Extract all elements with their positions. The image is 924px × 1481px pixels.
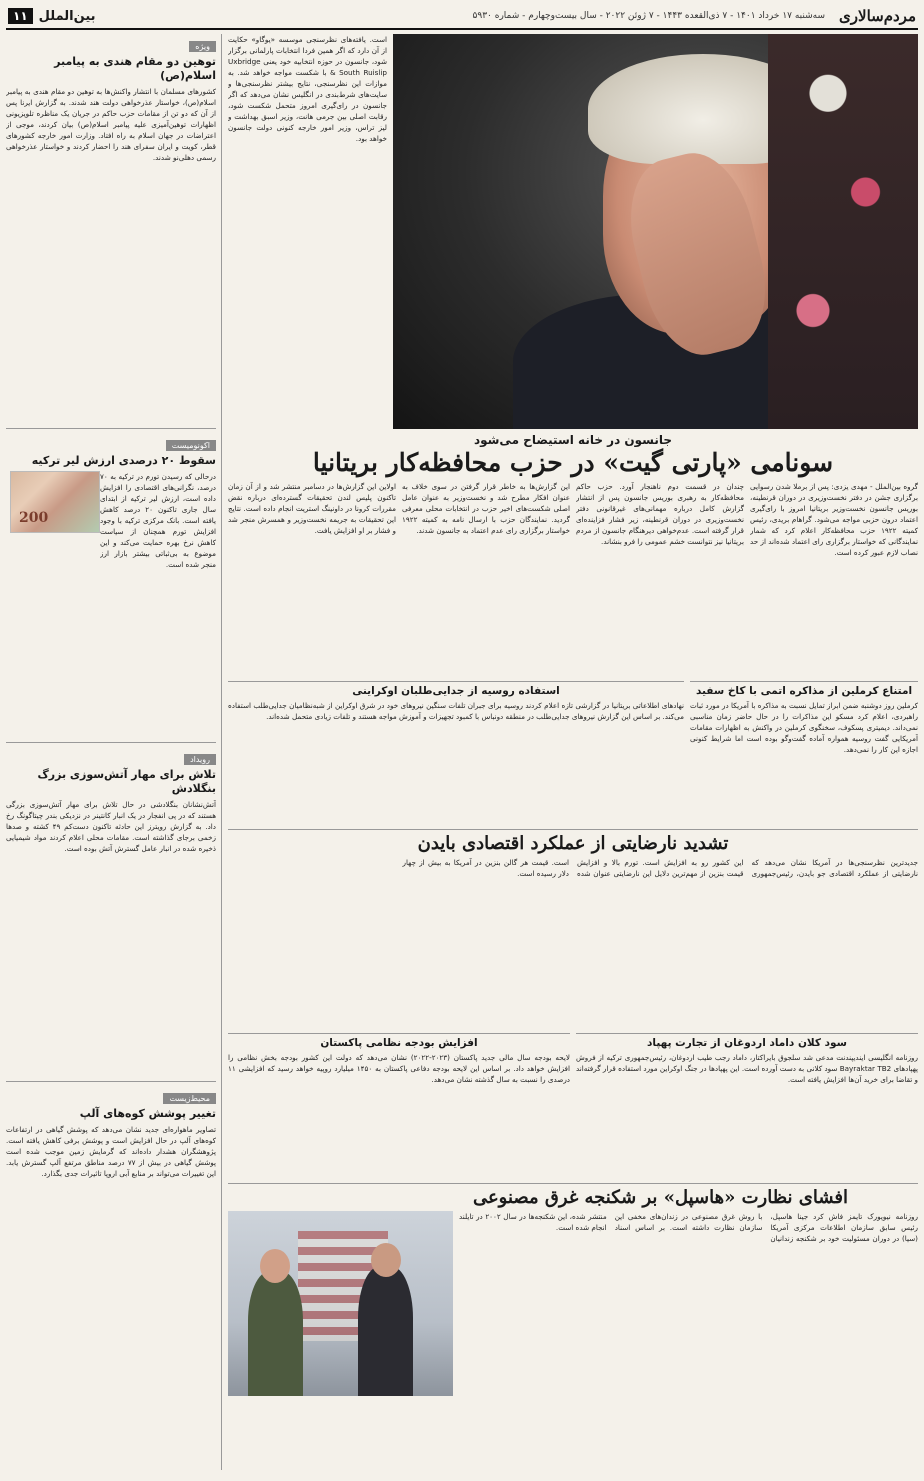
lead-headline-block — [228, 429, 918, 481]
banknote-photo — [10, 471, 100, 533]
photo-head — [260, 1249, 290, 1283]
lead-side-column: است. یافته‌های نظرسنجی موسسه «یوگاو» حکایت از آن دارد که اگر همین فردا انتخابات پارلمانی برگزار شود، جانسون در حوزه انتخابیه خود یعنی Uxbridge & South Ruislip با شکست مواجه خواهد شد. به موازات این نظرسنجی، نتایج بیشتر نظرسنجی‌ها و سایت‌های شرط‌بندی در انگلیس نشان می‌دهد که اگر جانسون در رای‌گیری امروز متحمل شکست شود، رقابت اصلی بین جرمی هانت، وزیر اسبق بهداشت و لیز تراس، وزیر امور خارجه کنونی دولت جانسون خواهد بود. — [228, 35, 387, 143]
page-number: ۱۱ — [8, 8, 33, 24]
sidebar-tag: ویژه — [189, 41, 216, 52]
sidebar-story-lira — [6, 433, 216, 743]
story-russia-ukraine — [228, 681, 684, 825]
news-row-2 — [228, 1029, 918, 1179]
sidebar-title: توهین دو مقام هندی به پیامبر اسلام(ص) — [54, 55, 216, 82]
story-title: تشدید نارضایتی از عملکرد اقتصادی بایدن — [417, 833, 729, 854]
sidebar-story-alps — [6, 1086, 216, 1466]
story-title: امتناع کرملین از مذاکره اتمی با کاخ سفید — [695, 685, 913, 697]
lead-column-2: چندان در قسمت دوم ناهنجار آورد. حزب حاکم محافظه‌کار به رهبری بوریس جانسون پس از انتشار گزارش کامل درباره مهمانی‌های غیرقانونی دفتر نخست‌وزیری در دوران قرنطینه، زیر فشار فزاینده‌ای قرار گرفته است. عدم‌خواهی دیرهنگام جانسون از مردم بریتانیا نیز نتوانست خشم عمومی را فرو بنشاند. — [576, 482, 744, 546]
section-header — [8, 8, 96, 24]
sidebar-story-india — [6, 34, 216, 429]
lead-kicker: جانسون در خانه استیضاح می‌شود — [473, 433, 673, 447]
sidebar-tag: رویداد — [184, 754, 216, 765]
sidebar-tag: اکونومیست — [166, 440, 216, 451]
story-body: روزنامه انگلیسی ایندیپندنت مدعی شد سلجوق بایراکتار، داماد رجب طیب اردوغان، رئیس‌جمهوری ترکیه از فروش پهپادهای Bayraktar TB2 سود کلانی به دست آورده است. این پهپادها در جنگ اوکراین مورد استفاده قرار گرفته‌اند و تقاضا برای خرید آن‌ها افزایش یافته است. — [576, 1053, 918, 1084]
main-content — [228, 34, 918, 1470]
story-body: کرملین روز دوشنبه ضمن ابراز تمایل نسبت به مذاکره با آمریکا در مورد ثبات راهبردی، اعلام کرد مسکو این مذاکرات را در حال حاضر زمان مناسبی نمی‌داند. دیمیتری پسکوف، سخنگوی کرملین در واکنش به اظهارات مقامات آمریکایی گفت روسیه همواره آماده گفت‌وگو بوده است اما شرایط کنونی اجازه این کار را نمی‌دهد. — [690, 701, 918, 754]
sidebar-title: تغییر پوشش کوه‌های آلپ — [79, 1107, 216, 1120]
haspel-photo — [228, 1211, 453, 1396]
newspaper-logo: مردم‌سالاری — [839, 7, 916, 25]
story-title: افشای نظارت «هاسپل» بر شکنجه غرق مصنوعی — [472, 1187, 848, 1208]
lead-headline: سونامی «پارتی گیت» در حزب محافظه‌کار بریتانیا — [312, 448, 834, 477]
sidebar-tag: محیط‌زیست — [163, 1093, 216, 1104]
sidebar-title: تلاش برای مهار آتش‌سوزی بزرگ بنگلادش — [37, 768, 216, 795]
sidebar-body: کشورهای مسلمان با انتشار واکنش‌ها به توهین دو مقام هندی به پیامبر اسلام(ص)، خواستار عذرخواهی دولت هند شدند. به گزارش ایرنا پس از آن که دو تن از مقامات حزب حاکم در جریان یک مناظره تلویزیونی اظهارات توهین‌آمیزی علیه پیامبر اسلام(ص) بیان کردند، موجی از اعتراضات در جهان اسلام به راه افتاد. وزارت امور خارجه کشورهای قطر، کویت و ایران سفرای هند را احضار کردند و خواستار عذرخواهی رسمی دهلی‌نو شدند. — [6, 87, 216, 162]
masthead — [6, 4, 918, 30]
photo-head — [371, 1243, 401, 1277]
story-body: نهادهای اطلاعاتی بریتانیا در گزارشی تازه اعلام کردند روسیه برای جبران تلفات سنگین نیروهای خود در شرق اوکراین از شبه‌نظامیان جدایی‌طلب استفاده می‌کند. بر اساس این گزارش نیروهای جدایی‌طلب در منطقه دونباس با کمبود تجهیزات و آموزش مواجه هستند و تلفات زیادی متحمل شده‌اند. — [228, 701, 684, 721]
story-haspel — [228, 1183, 918, 1403]
photo-person-uniform — [248, 1271, 303, 1396]
sidebar-body: درحالی که رسیدن تورم در ترکیه به ۷۰ درصد، نگرانی‌های اقتصادی را افزایش داده است، ارزش لیر ترکیه از ابتدای سال جاری تاکنون ۲۰ درصد کاهش یافته است. بانک مرکزی ترکیه با وجود افزایش تورم همچنان از سیاست کاهش نرخ بهره حمایت می‌کند و این موضوع به بی‌ثباتی بیشتر بازار ارز منجر شده است. — [100, 472, 216, 569]
date-line: سه‌شنبه ۱۷ خرداد ۱۴۰۱ - ۷ ذی‌القعده ۱۴۴۳ - ۷ ژوئن ۲۰۲۲ - سال بیست‌وچهارم - شماره ۵۹۳۰ — [472, 11, 826, 21]
sidebar-title: سقوط ۲۰ درصدی ارزش لیر ترکیه — [31, 454, 216, 467]
story-body: لایحه بودجه سال مالی جدید پاکستان (۲۰۲۳-۲۰۲۲) نشان می‌دهد که دولت این کشور بودجه بخش نظامی را افزایش خواهد داد. بر اساس این لایحه بودجه دفاعی پاکستان به ۱۴۵۰ میلیارد روپیه خواهد رسید که افزایشی ۱۱ درصدی را نسبت به سال گذشته نشان می‌دهد. — [228, 1053, 570, 1084]
story-pakistan — [228, 1033, 570, 1179]
sidebar-story-bangladesh — [6, 747, 216, 1082]
story-title: سود کلان داماد اردوغان از تجارت پهپاد — [647, 1037, 847, 1049]
photo-person-suit — [358, 1266, 413, 1396]
lead-column-3: این گزارش‌ها به خاطر قرار گرفتن در سوی خلاف به عنوان افکار مطرح شد و نخست‌وزیر به عنوان عامل اصلی شکست‌های اخیر حزب در انتخابات محلی معرفی گردید. نمایندگان حزب با ارسال نامه به کمیته ۱۹۲۲ خواستار برگزاری رای عدم اعتماد به جانسون شدند. — [402, 482, 570, 535]
story-erdogan — [576, 1033, 918, 1179]
story-biden — [228, 829, 918, 1029]
lead-column-4: اولاین این گزارش‌ها در دسامبر منتشر شد و از آن زمان تاکنون پلیس لندن تحقیقات گسترده‌ای درباره نقض مقررات کرونا در داونینگ استریت انجام داده است. نتایج این تحقیقات به جریمه نخست‌وزیر و همسرش منجر شد و فشار بر او افزایش یافت. — [228, 482, 396, 535]
lead-photo — [393, 34, 918, 429]
sidebar-body: آتش‌نشانان بنگلادشی در حال تلاش برای مهار آتش‌سوزی بزرگی هستند که در پی انفجار در یک انبار کانتینر در نزدیکی بندر چیتاگونگ رخ داد. به گزارش رویترز این حادثه تاکنون دست‌کم ۴۹ کشته و صدها زخمی برجای گذاشته است. مقامات محلی اعلام کردند مواد شیمیایی ذخیره شده در انبار عامل گسترش آتش بوده است. — [6, 800, 216, 853]
story-kremlin — [690, 681, 918, 825]
sidebar — [6, 34, 222, 1470]
story-title: استفاده روسیه از جدایی‌طلبان اوکراینی — [352, 685, 560, 697]
story-body: جدیدترین نظرسنجی‌ها در آمریکا نشان می‌دهد که نارضایتی از عملکرد اقتصادی جو بایدن، رئیس‌جمهوری این کشور رو به افزایش است. تورم بالا و افزایش قیمت بنزین از مهم‌ترین دلایل این نارضایتی عنوان شده است. قیمت هر گالن بنزین در آمریکا به بیش از چهار دلار رسیده است. — [402, 858, 918, 878]
photo-flowers — [768, 34, 918, 429]
section-name: بین‌الملل — [38, 8, 96, 24]
story-body: روزنامه نیویورک تایمز فاش کرد جینا هاسپل، رئیس سابق سازمان اطلاعات مرکزی آمریکا (سیا) در دوران مسئولیت خود بر شکنجه زندانیان با روش غرق مصنوعی در زندان‌های مخفی این سازمان نظارت داشته است. بر اساس اسناد منتشر شده، این شکنجه‌ها در سال ۲۰۰۲ در تایلند انجام شده است. — [459, 1212, 918, 1243]
story-title: افزایش بودجه نظامی پاکستان — [320, 1037, 478, 1049]
lead-body-columns — [228, 481, 918, 677]
lead-story — [228, 34, 918, 429]
news-row-1 — [228, 677, 918, 825]
banknote-label: 200 — [19, 510, 49, 526]
sidebar-body: تصاویر ماهواره‌ای جدید نشان می‌دهد که پوشش گیاهی در ارتفاعات کوه‌های آلپ در حال افزایش است و پوشش برفی کاهش یافته است. پژوهشگران هشدار داده‌اند که گرمایش زمین موجب شده است پوشش گیاهی در بیش از ۷۷ درصد مناطق مرتفع آلپ گسترش یابد. این تغییرات می‌تواند بر منابع آبی اروپا تاثیرات جدی بگذارد. — [6, 1125, 216, 1178]
lead-column-1: گروه بین‌الملل - مهدی یزدی: پس از برملا شدن رسوایی برگزاری جشن در دفتر نخست‌وزیری در دوران قرنطینه، بوریس جانسون نخست‌وزیر بریتانیا امروز با رای‌گیری اعتماد درون حزبی مواجه می‌شود. گراهام بریدی، رئیس کمیته ۱۹۲۲ حزب محافظه‌کار اعلام کرد که شمار نمایندگانی که خواستار برگزاری رای اعتماد شده‌اند از حد نصاب لازم عبور کرده است. — [750, 482, 918, 557]
